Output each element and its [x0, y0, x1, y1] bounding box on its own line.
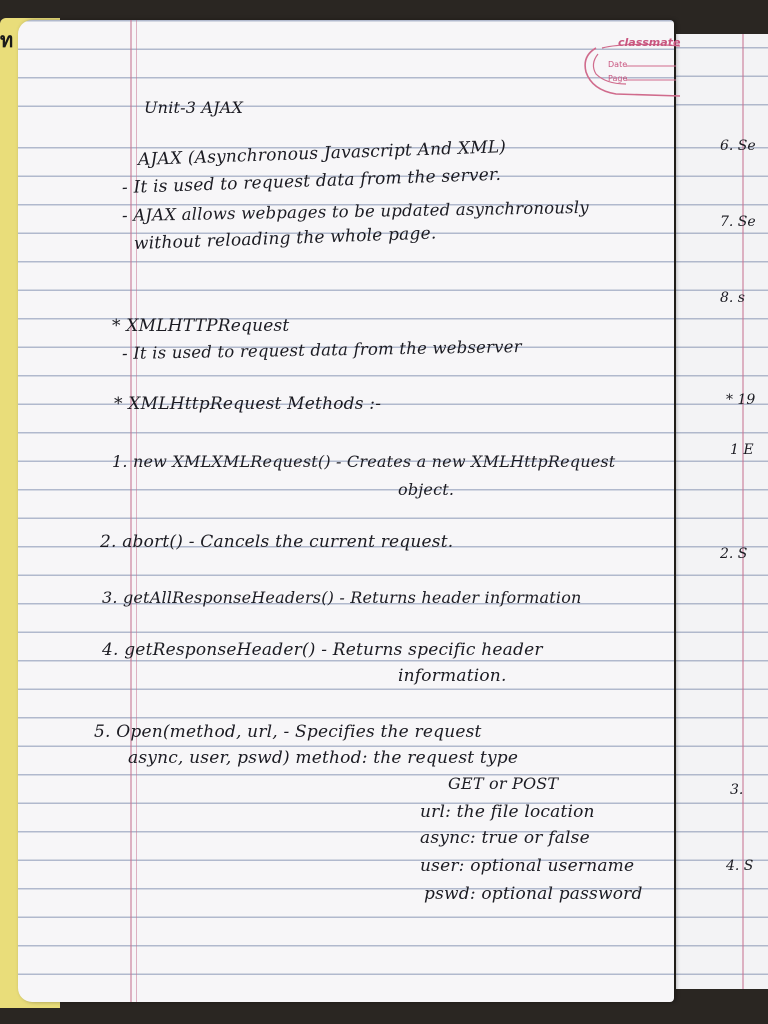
note-heading: AJAX (Asynchronous Javascript And XML): [137, 137, 507, 170]
section-heading: * XMLHttpRequest Methods :-: [114, 394, 382, 414]
section-heading: * XMLHTTPRequest: [112, 316, 290, 336]
note-line: without reloading the whole page.: [133, 223, 437, 254]
classmate-brand-stamp: [576, 34, 688, 110]
next-page-mark: 3.: [730, 782, 744, 798]
date-label: Date: [608, 60, 628, 69]
next-page-mark: * 19: [726, 392, 756, 408]
parameter-note: GET or POST: [448, 774, 559, 793]
next-page-mark: 2. S: [720, 546, 748, 562]
brand-name: classmate: [618, 36, 681, 49]
method-item-continuation: object.: [398, 480, 455, 499]
parameter-note: async: true or false: [420, 828, 590, 848]
corner-mark: ท: [0, 28, 14, 52]
notebook-page: [18, 20, 681, 1002]
note-line: - It is used to request data from the webserver: [121, 337, 522, 363]
page-margin-line: [130, 20, 132, 1002]
method-item-continuation: information.: [398, 666, 507, 686]
parameter-note: pswd: optional password: [424, 884, 643, 904]
next-page-mark: 7. Se: [720, 214, 756, 230]
method-item: 2. abort() - Cancels the current request.: [100, 532, 454, 552]
parameter-note: user: optional username: [420, 856, 635, 876]
next-notebook-page: [676, 34, 768, 989]
note-line: - It is used to request data from the server.: [121, 164, 502, 198]
next-page-mark: 4. S: [726, 858, 754, 874]
method-item: 3. getAllResponseHeaders() - Returns header information: [102, 588, 582, 607]
parameter-note: url: the file location: [420, 802, 595, 822]
next-page-mark: 1 E: [730, 442, 754, 458]
next-page-mark: 8. s: [720, 290, 745, 306]
page-margin-line: [136, 20, 137, 1002]
method-item: 1. new XMLXMLRequest() - Creates a new XMLHttpRequest: [112, 452, 616, 471]
method-item: 5. Open(method, url, - Specifies the request: [94, 722, 482, 742]
next-page-mark: 6. Se: [720, 138, 756, 154]
method-item: 4. getResponseHeader() - Returns specific header: [102, 640, 543, 660]
page-title: Unit-3 AJAX: [144, 98, 244, 117]
page-label: Page: [608, 74, 628, 83]
next-page-margin-line: [742, 34, 744, 989]
note-line: - AJAX allows webpages to be updated asynchronously: [121, 197, 589, 225]
method-item-continuation: async, user, pswd) method: the request type: [128, 748, 519, 768]
